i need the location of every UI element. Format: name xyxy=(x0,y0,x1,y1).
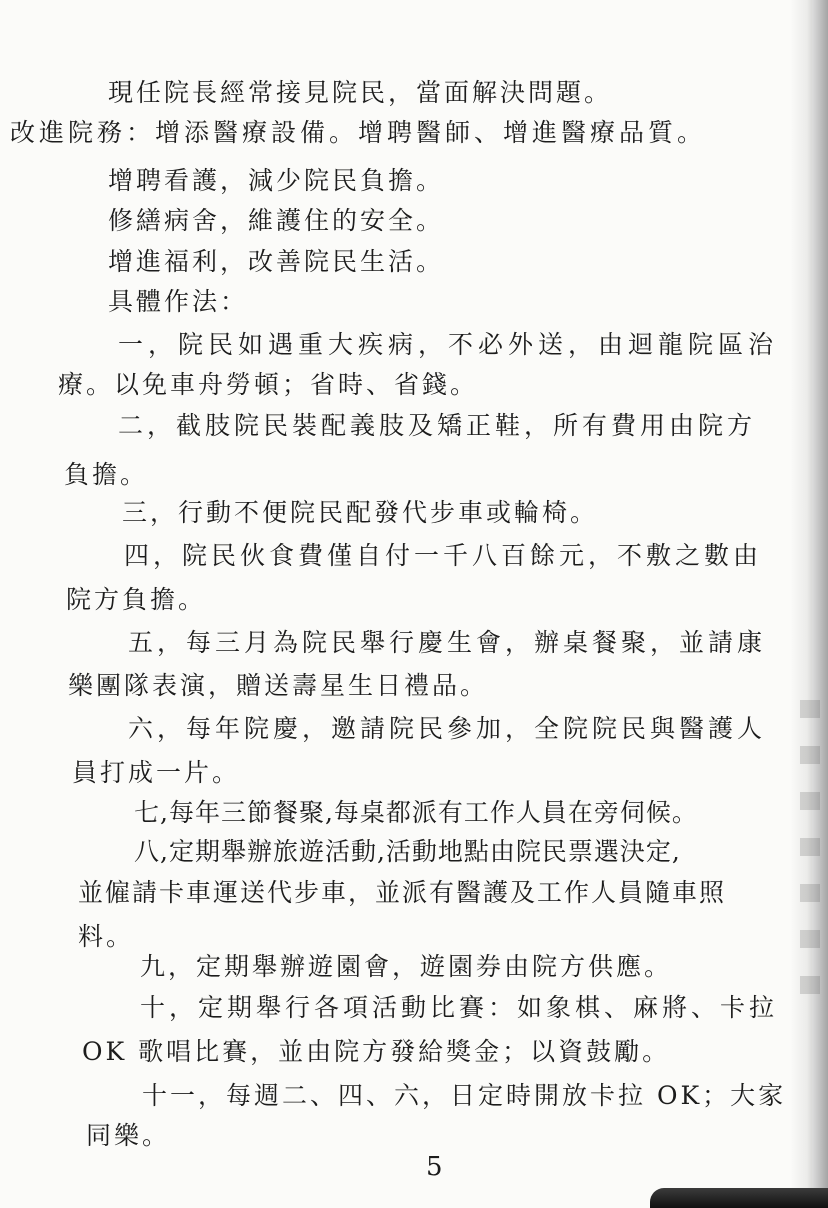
text-line: 增進福利，改善院民生活。 xyxy=(108,247,445,276)
text-line: 七,每年三節餐聚,每桌都派有工作人員在旁伺候。 xyxy=(134,798,698,827)
text-line: 同樂。 xyxy=(86,1121,171,1150)
text-line: 並僱請卡車運送代步車，並派有醫護及工作人員隨車照 xyxy=(78,878,727,907)
text-line: 改進院務：增添醫療設備。增聘醫師、增進醫療品質。 xyxy=(10,118,707,147)
text-line: 五，每三月為院民舉行慶生會，辦桌餐聚，並請康 xyxy=(128,628,767,657)
text-line: 樂團隊表演，贈送壽星生日禮品。 xyxy=(68,671,489,700)
text-line: 增聘看護，減少院民負擔。 xyxy=(108,166,445,195)
text-line: 料。 xyxy=(78,922,135,951)
text-line: 現任院長經常接見院民，當面解決問題。 xyxy=(108,78,613,107)
text-line: 三，行動不便院民配發代步車或輪椅。 xyxy=(122,498,599,527)
page-edge-shadow xyxy=(790,0,828,1208)
text-line: 具體作法： xyxy=(108,287,249,316)
text-line: 八,定期舉辦旅遊活動,活動地點由院民票選決定, xyxy=(134,837,681,866)
bleed-through-marks xyxy=(800,700,820,1020)
text-line: OK 歌唱比賽，並由院方發給獎金；以資鼓勵。 xyxy=(82,1037,671,1066)
binding-shadow xyxy=(650,1188,828,1208)
text-line: 負擔。 xyxy=(64,460,149,489)
text-line: 四，院民伙食費僅自付一千八百餘元，不敷之數由 xyxy=(124,541,763,570)
text-line: 員打成一片。 xyxy=(72,758,241,787)
text-line: 九，定期舉辦遊園會，遊園券由院方供應。 xyxy=(140,952,673,981)
text-line: 一，院民如遇重大疾病，不必外送，由迴龍院區治 xyxy=(118,330,779,359)
page-number: 5 xyxy=(426,1152,443,1182)
text-line: 修繕病舍，維護住的安全。 xyxy=(108,206,445,235)
text-line: 療。以免車舟勞頓；省時、省錢。 xyxy=(58,370,479,399)
text-line: 十一，每週二、四、六，日定時開放卡拉 OK；大家 xyxy=(142,1081,787,1110)
text-line: 二，截肢院民裝配義肢及矯正鞋，所有費用由院方 xyxy=(118,411,757,440)
text-line: 院方負擔。 xyxy=(66,585,207,614)
text-line: 六，每年院慶，邀請院民參加，全院院民與醫護人 xyxy=(128,714,767,743)
text-line: 十，定期舉行各項活動比賽：如象棋、麻將、卡拉 xyxy=(140,993,779,1022)
